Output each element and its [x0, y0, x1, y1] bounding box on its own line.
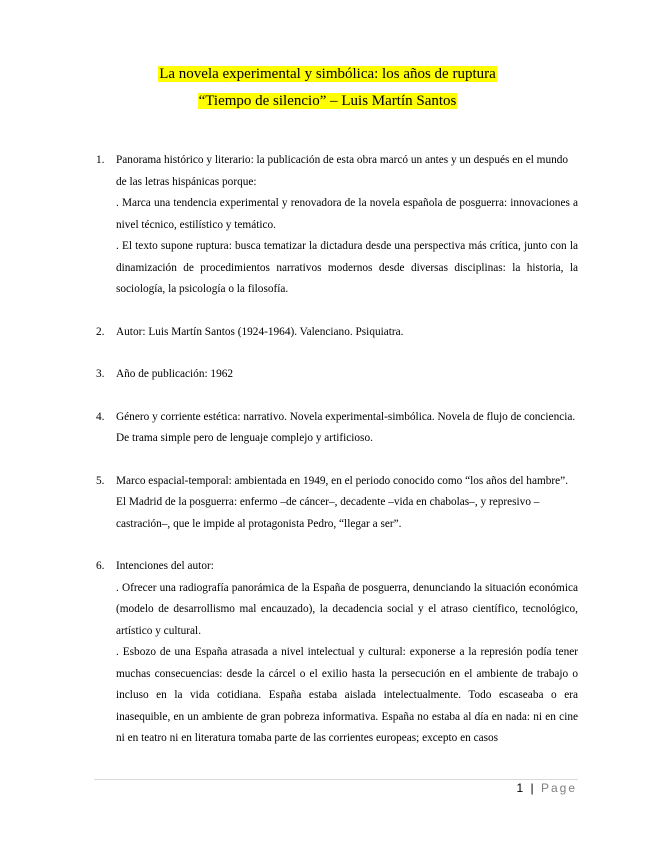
list-item-4: [96, 407, 578, 450]
item-text: . Esbozo de una España atrasada a nivel intelectual y cultural: exponerse a la represión podía tener muchas consecuencias: desde la cárcel o el exilio hasta la persecución en el ambiente de trabajo o incluso en la vida cotidiana. España estaba aislada intelectualmente. Todo escaseaba o era inasequible, en un ambiente de gran pobreza informativa. España no estaba al día en nada: ni en cine ni en teatro ni en literatura tomaba parte de las corrientes europeas; excepto en casos: [116, 646, 578, 744]
item-text: Autor: Luis Martín Santos (1924-1964). Valenciano. Psiquiatra.: [116, 325, 404, 338]
list-item-5: [96, 471, 578, 536]
item-number: 5.: [96, 474, 105, 487]
page-footer: [516, 781, 577, 795]
item-text: . El texto supone ruptura: busca tematizar la dictadura desde una perspectiva más crítica, junto con la dinamización de procedimientos narrativos modernos desde diversas disciplinas: la historia, la sociología, la psicología o la filosofía.: [116, 240, 578, 295]
title-line-1: La novela experimental y simbólica: los años de ruptura: [159, 66, 496, 82]
item-text: Marco espacial-temporal: ambientada en 1949, en el periodo conocido como “los años del hambre”. El Madrid de la posguerra: enfermo –de cáncer–, decadente –vida en chabolas–, y represivo –castración–, que le impide al protagonista Pedro, “llegar a ser”.: [116, 474, 569, 530]
item-number: 2.: [96, 325, 105, 338]
list-item-3: [96, 364, 578, 386]
numbered-list: [96, 150, 578, 750]
footer-separator: |: [530, 781, 535, 795]
item-number: 6.: [96, 560, 105, 572]
item-text: Año de publicación: 1962: [116, 368, 234, 380]
title-line-2: “Tiempo de silencio” – Luis Martín Santos: [198, 93, 457, 109]
page-label: Page: [540, 781, 577, 795]
item-text: Intenciones del autor:: [116, 560, 214, 572]
list-item-6: [96, 556, 578, 750]
item-number: 1.: [96, 154, 105, 166]
item-text: Panorama histórico y literario: la publicación de esta obra marcó un antes y un después en el mundo de las letras hispánicas porque:: [116, 154, 569, 188]
title-block: [0, 62, 655, 113]
item-number: 4.: [96, 410, 105, 423]
footer-divider: [94, 779, 578, 780]
item-text: . Ofrecer una radiografía panorámica de la España de posguerra, denunciando la situación económica (modelo de desarrollismo mal encauzado), la decadencia social y el atraso científico, tecnológico, artístico y cultural.: [116, 581, 578, 637]
item-text: . Marca una tendencia experimental y renovadora de la novela española de posguerra: innovaciones a nivel técnico, estilístico y temático.: [116, 197, 578, 231]
list-item-1: [96, 150, 578, 301]
item-text: Género y corriente estética: narrativo. Novela experimental-simbólica. Novela de flujo de conciencia. De trama simple pero de lenguaje complejo y artificioso.: [116, 410, 576, 444]
page-number: 1: [516, 781, 525, 795]
list-item-2: [96, 322, 578, 344]
item-number: 3.: [96, 368, 105, 380]
